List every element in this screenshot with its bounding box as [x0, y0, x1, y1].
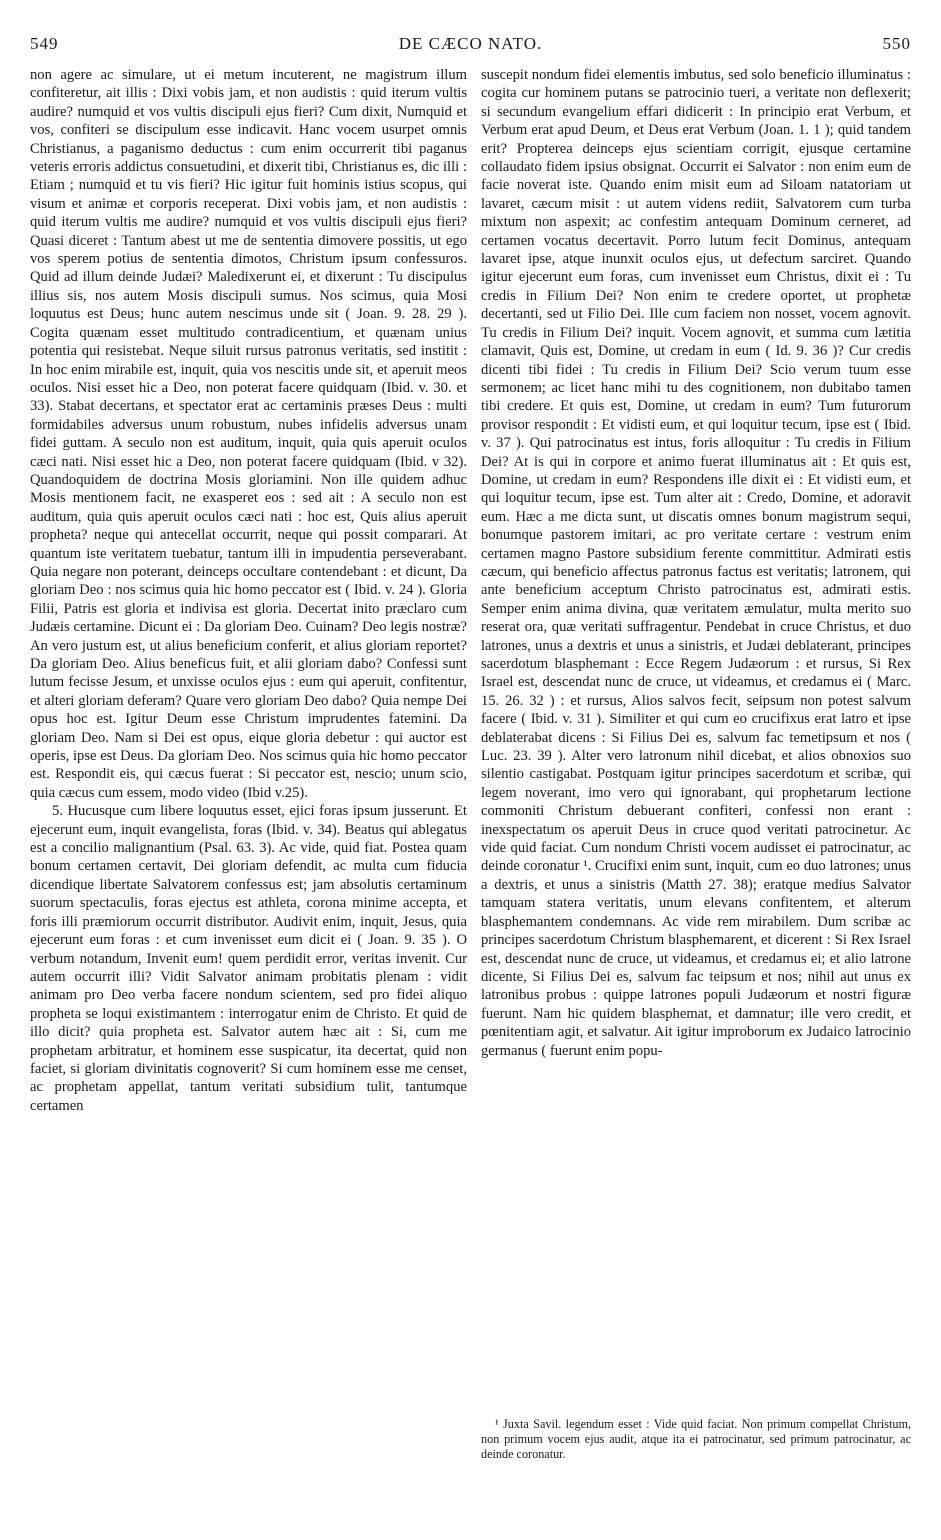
page-number-left: 549 [30, 34, 59, 53]
page-header [30, 34, 911, 58]
paragraph: 5. Hucusque cum libere loquutus esset, ejici foras ipsum jusserunt. Et ejecerunt eum, inquit evangelista, foras (Ibid. v. 34). Beatus qui ablegatus est a concilio malignantium (Psal. 63. 3). Ac vide, quid fiat. Postea quam bonum certamen certavit, Dei gloriam defendit, ac multa cum fiducia dicendique libertate Salvatorem confessus est; jam absolutis certaminum suorum spectaculis, foras ejectus est athleta, corona minime accepta, et foris illi præmiorum occurrit distributor. Audivit enim, inquit, Jesus, quia ejecerunt eum foras : et cum invenisset eum dicit ei ( Joan. 9. 35 ). O verbum notandum, Invenit eum! quem perdidit error, veritas invenit. Cur autem occurrit illi? Vidit Salvator animam probitatis plenam : vidit animam pro Deo verba facere nondum scientem, sed pro fidei aliquo propheta se loqui existimantem : interrogatur enim de Christo. Et quid de illo dicit? quia propheta est. Salvator autem hæc ait : Si, cum me prophetam arbitratur, et hominem esse suspicatur, ita decertat, quid non faciet, si gloriam divinitatis cognoverit? Si cum hominem esse me censet, ac prophetam appellat, tantum veritati subsidium tulit, tantumque certamen [30, 803, 467, 1114]
footnote: ¹ Juxta Savil. legendum esset : Vide quid faciat. Non primum compellat Christum, non primum vocem ejus audit, atque ita ei patrocinatur, sed primum patrocinatur, ac deinde coronatur. [481, 1417, 911, 1461]
right-column [481, 66, 911, 1060]
running-title: DE CÆCO NATO. [398, 34, 543, 53]
paragraph: suscepit nondum fidei elementis imbutus, sed solo beneficio illuminatus : cogita cur hominem putans se patrocinio tueri, a veritate non deflexerit; si secundum evangelium effari didicerit : In principio erat Verbum, et Verbum erat apud Deum, et Deus erat Verbum (Joan. 1. 1 ); quid tandem erit? Propterea deinceps ejus scientiam corrigit, ejusque certamine collaudato fidem ipsius obsignat. Occurrit ei Salvator : non enim eum de facie noverat iste. Quando enim misit eum ad Siloam natatoriam ut lavaret, cæcum misit : ut autem videns rediit, Salvatorem cum turba mixtum non aspexit; ac confestim antequam Dominum cerneret, ad certamen vocatus decertavit. Porro lutum fecit Dominus, antequam lavaret ipse, atque inunxit oculos ejus, ut defectum sarciret. Quando igitur ejecerunt eum foras, cum invenisset eum Christus, dixit ei : Tu credis in Filium Dei? Non enim te credere oportet, ut prophetæ decertanti, sed ut Filio Dei. Ille cum faciem non nosset, vocem agnovit. Tu credis in Filium Dei? inquit. Vocem agnovit, et summa cum lætitia clamavit, Quis est, Domine, ut credam in eum ( Id. 9. 36 )? Cur credis dicenti tibi fidei : Tu credis in Filium Dei? Scio verum tuum esse sermonem; ac licet hanc mihi tu des cognitionem, non dubitabo tamen tibi credere. Et quis est, Domine, ut credam in eum? Tum futurorum provisor respondit : Et vidisti eum, et qui loquitur tecum, ipse est ( Ibid. v. 37 ). Qui patrocinatus est intus, foris alloquitur : Tu credis in Filium Dei? At is qui in corpore et animo fuerat illuminatus ait : Et quis est, Domine, ut credam in eum? Respondens ille dixit ei : Et vidisti eum, et qui loquitur tecum, ipse est. Tum alter ait : Credo, Domine, et adoravit eum. Hæc a me dicta sunt, ut discatis omnes bonum magistrum sequi, bonumque pastorem imitari, ac pro veritate certare : vestrum enim certamen magno Pastore subsidium ferente committitur. Admirati estis cæcum, qui beneficio affectus patronus factus est veritatis; latronem, qui ante beneficium acceptum Christo patrocinatus est, admirati estis. Semper enim anima divina, quæ veritatem æmulatur, multa merito suo reserat ora, quæ veritati suffragentur. Pendebat in cruce Christus, et duo latrones, unus a dextris et unus a sinistris, et Judæi deblaterant, principes sacerdotum blasphemant : Ecce Regem Judæorum : et rursus, Si Rex Israel est, descendat nunc de cruce, ut videamus, et credamus ei ( Marc. 15. 26. 32 ) : et rursus, Alios salvos fecit, seipsum non potest salvum facere ( Ibid. v. 31 ). Similiter et qui cum eo crucifixus erat latro et ipse deblaterabat dicens : Si Filius Dei es, salvum fac temetipsum et nos ( Luc. 23. 39 ). Alter vero latronum nihil dicebat, et alios obnoxios suo silentio castigabat. Postquam igitur principes sacerdotum et scribæ, qui legem noverant, imo vero qui ignorabant, qui prophetarum lectione commoniti Christum debuerant confiteri, confessi non erant : inexspectatum os aperuit Deus in cruce quod veritati patrocinetur. Ac vide quid faciat. Cum nondum Christi vocem audisset ei patrocinatur, ac deinde coronatur ¹. Crucifixi enim sunt, inquit, cum eo duo latrones; unus a dextris, et unus a sinistris (Matth 27. 38); eratque medius Salvator tamquam statera veritatis, unum elevans confitentem, et alterum blasphemantem condemnans. Ac vide rem mirabilem. Dum scribæ ac principes sacerdotum Christum blasphemarent, et dicerent : Si Rex Israel est, descendat nunc de cruce, ut videamus, et credamus ei; et alio latrone dicente, Si Filius Dei es, salvum fac teipsum et nos; nihil aut unus ex latronibus probus : quippe latrones populi Judæorum et nostri figuræ fuerunt. Nam hic quidem blasphemat, et damnatur; ille vero credit, et pœnitentiam agit, et salvatur. Ait igitur improborum ex Judaico latrocinio germanus ( fuerunt enim popu- [481, 67, 911, 1059]
footnote-rule [481, 1410, 911, 1411]
paragraph: non agere ac simulare, ut ei metum incuterent, ne magistrum illum confiteretur, ait illis : Dixi vobis jam, et non audistis : quid iterum vultis audire? numquid et vos vultis discipuli ejus fieri? Cum dixit, Numquid et vos, confiteri se discipulum esse indicavit. Hanc vocem usurpet omnis Christianus, a paganismo deductus : cum enim occurrerit tibi paganus veteris erroris addictus consuetudini, et dixerit tibi, Christianus es, dic illi : Etiam ; numquid et tu vis fieri? Hic igitur fuit hominis istius scopus, qui visum et animæ et corporis receperat. Dixi vobis jam, et non audistis : quid iterum vultis me audire? numquid et vos vultis discipuli ejus fieri? Quasi diceret : Tantum abest ut me de sententia dimovere possitis, ut ego vos sperem potius de sententia dimotos, Christum ipsum confessuros. Quid ad illum deinde Judæi? Maledixerunt ei, et dixerunt : Tu discipulus illius sis, nos autem Mosis discipuli sumus. Nos scimus, quia Mosi loquutus est Deus; hunc autem nescimus unde sit ( Joan. 9. 28. 29 ). Cogita quænam esset multitudo contradicentium, et quænam unius potentia qui resistebat. Neque siluit rursus patronus veritatis, sed institit : In hoc enim mirabile est, inquit, quia vos nescitis unde sit, et aperuit meos oculos. Nisi esset hic a Deo, non poterat facere quidquam (Ibid. v. 30. et 33). Stabat decertans, et spectator erat ac certaminis præses Deus : multi formidabiles adversus unum robustum, nubes infidelis adversus unam fidei guttam. A seculo non est auditum, inquit, quia quis aperuit oculos cæci nati. Nisi esset hic a Deo, non poterat facere quidquam (Ibid. v 32). Quandoquidem de doctrina Mosis gloriamini. Non ille quidem adhuc Mosis mentionem facit, ne exasperet eos : sed ait : A seculo non est auditum, quia quis aperuit oculos cæci nati : hoc est, Quis alius aperuit propheta? neque qui antecellat occurrit, neque qui possit comparari. At quantum iste veritatem tuebatur, tantum illi in impudentia perseverabant. Quia negare non poterant, deinceps occultare contendebant : et dicunt, Da gloriam Deo : nos scimus quia hic homo peccator est ( Ibid. v. 24 ). Gloria Filii, Patris est gloria et indivisa est gloria. Decertat inito præclaro cum Judæis certamine. Dicunt ei : Da gloriam Deo. Cuinam? Deo legis nostræ? An vero justum est, ut alius beneficium conferit, et alius gloriam reportet? Da gloriam Deo. Alius beneficus fuit, et alii gloriam dabo? Confessi sunt lutum fecisse Jesum, et unxisse oculos ejus : eum qui aperuit, confitentur, et alteri gloriam deferam? Quare vero gloriam Deo dabo? Quia nempe Dei opus hoc est. Igitur Deum esse Christum imprudentes fatemini. Da gloriam Deo. Nam si Dei est opus, eique gloria debetur : qui auctor est operis, ipse est Deus. Da gloriam Deo. Nos scimus quia hic homo peccator est. Respondit eis, qui cæcus fuerat : Si peccator est, nescio; unum scio, quia cæcus cum essem, modo video (Ibid v.25). [30, 67, 467, 801]
page-number-right: 550 [882, 34, 911, 53]
left-column [30, 66, 467, 1115]
